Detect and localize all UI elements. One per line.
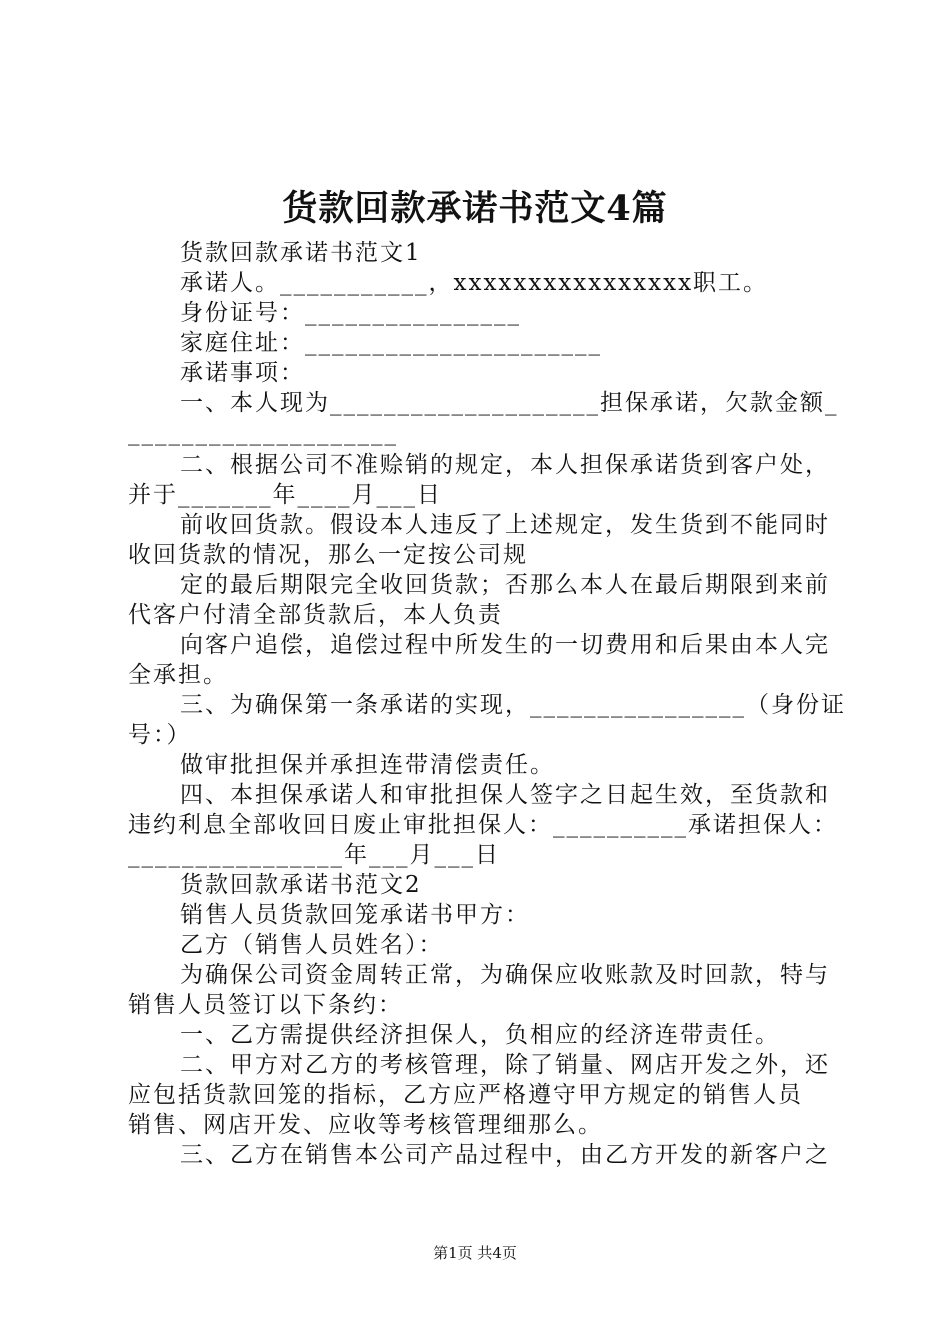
paragraph-line: 向客户追偿，追偿过程中所发生的一切费用和后果由本人完: [180, 632, 830, 658]
paragraph-line: 四、本担保承诺人和审批担保人签字之日起生效，至货款和: [180, 782, 830, 808]
paragraph-line: 销售人员货款回笼承诺书甲方：: [180, 902, 530, 928]
paragraph-line: 乙方（销售人员姓名）：: [180, 932, 444, 958]
paragraph-line: 销售、网店开发、应收等考核管理细那么。: [128, 1112, 603, 1138]
section-heading-2: 货款回款承诺书范文2: [180, 872, 422, 898]
paragraph-line: ____________________: [128, 420, 398, 446]
paragraph-line: 为确保公司资金周转正常，为确保应收账款及时回款，特与: [180, 962, 830, 988]
paragraph-line: 并于_______年____月___日: [128, 482, 442, 508]
paragraph-line: 前收回货款。假设本人违反了上述规定，发生货到不能同时: [180, 512, 830, 538]
paragraph-line: 做审批担保并承担连带清偿责任。: [180, 752, 555, 778]
paragraph-line: 收回货款的情况，那么一定按公司规: [128, 542, 528, 568]
paragraph-line: 一、乙方需提供经济担保人，负相应的经济连带责任。: [180, 1022, 780, 1048]
paragraph-line: 销售人员签订以下条约：: [128, 992, 403, 1018]
document-body: [128, 238, 846, 1170]
promisor-line: 承诺人。___________，xxxxxxxxxxxxxxxx职工。: [180, 270, 769, 296]
paragraph-line: ________________年___月___日: [128, 842, 500, 868]
section-heading-1: 货款回款承诺书范文1: [180, 240, 422, 266]
paragraph-line: 一、本人现为____________________担保承诺，欠款金额_: [180, 390, 839, 416]
paragraph-line: 三、乙方在销售本公司产品过程中，由乙方开发的新客户之: [180, 1142, 830, 1168]
paragraph-line: 二、甲方对乙方的考核管理，除了销量、网店开发之外，还: [180, 1052, 830, 1078]
paragraph-line: 全承担。: [128, 662, 228, 688]
paragraph-line: 代客户付清全部货款后，本人负责: [128, 602, 503, 628]
paragraph-line: 二、根据公司不准赊销的规定，本人担保承诺货到客户处，: [180, 452, 830, 478]
paragraph-line: 应包括货款回笼的指标，乙方应严格遵守甲方规定的销售人员: [128, 1082, 803, 1108]
paragraph-line: 定的最后期限完全收回货款；否那么本人在最后期限到来前: [180, 572, 830, 598]
page-footer: 第1页 共4页: [433, 1244, 517, 1262]
paragraph-line: 三、为确保第一条承诺的实现，________________（身份证: [180, 692, 846, 718]
paragraph-line: 号：）: [128, 722, 192, 748]
id-number-line: 身份证号：________________: [180, 300, 521, 326]
paragraph-line: 违约利息全部收回日废止审批担保人：__________承诺担保人：: [128, 812, 838, 838]
home-address-line: 家庭住址：______________________: [180, 330, 602, 356]
document-title: 货款回款承诺书范文4篇: [282, 188, 668, 229]
commitment-items-label: 承诺事项：: [180, 360, 305, 386]
